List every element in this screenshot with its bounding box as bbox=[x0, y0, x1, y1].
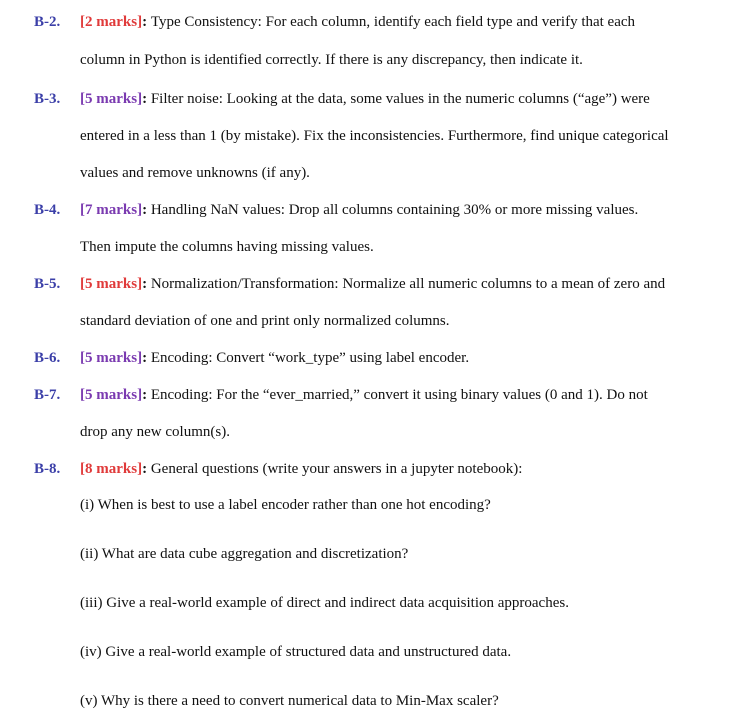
item-text-line: column in Python is identified correctly. If there is any discrepancy, then indicate it. bbox=[80, 52, 583, 68]
item-label: B-4. bbox=[34, 202, 61, 218]
item-text-line: [5 marks]: Encoding: Convert “work_type” using label encoder. bbox=[80, 350, 470, 366]
marks-badge: [5 marks] bbox=[80, 387, 143, 403]
item-text-line: standard deviation of one and print only normalized columns. bbox=[80, 313, 450, 329]
item-text-line: [7 marks]: Handling NaN values: Drop all columns containing 30% or more missing values. bbox=[80, 202, 639, 218]
item-label: B-5. bbox=[34, 276, 61, 292]
sub-question: (iii) Give a real-world example of direct and indirect data acquisition approaches. bbox=[80, 595, 569, 611]
sub-question: (ii) What are data cube aggregation and discretization? bbox=[80, 546, 409, 562]
marks-badge: [5 marks] bbox=[80, 276, 143, 292]
item-text-line: [5 marks]: Normalization/Transformation: Normalize all numeric columns to a mean of zero and bbox=[80, 276, 666, 292]
item-text-line: drop any new column(s). bbox=[80, 424, 230, 440]
marks-badge: [2 marks] bbox=[80, 14, 143, 30]
marks-badge: [7 marks] bbox=[80, 202, 143, 218]
item-label: B-6. bbox=[34, 350, 61, 366]
item-text-line: values and remove unknowns (if any). bbox=[80, 165, 310, 181]
sub-question: (iv) Give a real-world example of structured data and unstructured data. bbox=[80, 644, 512, 660]
item-label: B-2. bbox=[34, 14, 61, 30]
item-text-line: Then impute the columns having missing values. bbox=[80, 239, 374, 255]
item-text-line: [5 marks]: Filter noise: Looking at the data, some values in the numeric columns (“age”) were bbox=[80, 91, 650, 107]
marks-badge: [5 marks] bbox=[80, 91, 143, 107]
marks-badge: [8 marks] bbox=[80, 461, 143, 477]
sub-question: (i) When is best to use a label encoder rather than one hot encoding? bbox=[80, 497, 491, 513]
item-label: B-7. bbox=[34, 387, 61, 403]
sub-question: (v) Why is there a need to convert numerical data to Min-Max scaler? bbox=[80, 693, 499, 709]
marks-badge: [5 marks] bbox=[80, 350, 143, 366]
item-label: B-8. bbox=[34, 461, 61, 477]
item-text-line: [2 marks]: Type Consistency: For each column, identify each field type and verify that each bbox=[80, 14, 636, 30]
item-text-line: [5 marks]: Encoding: For the “ever_married,” convert it using binary values (0 and 1). Do not bbox=[80, 387, 648, 403]
item-text-line: entered in a less than 1 (by mistake). Fix the inconsistencies. Furthermore, find unique categorical bbox=[80, 128, 669, 144]
item-label: B-3. bbox=[34, 91, 61, 107]
item-text-line: [8 marks]: General questions (write your answers in a jupyter notebook): bbox=[80, 461, 523, 477]
